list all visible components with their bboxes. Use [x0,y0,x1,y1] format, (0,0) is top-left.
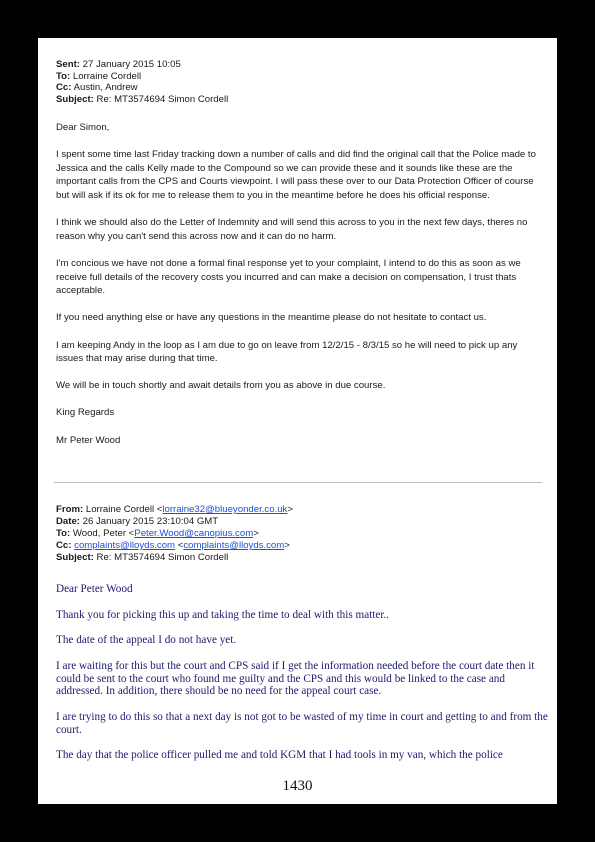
email2-paragraph: Dear Peter Wood [56,583,133,595]
email2-paragraph: The date of the appeal I do not have yet. [56,634,237,647]
email1-to-line: To: Lorraine Cordell [56,70,142,82]
to-email-link[interactable]: Peter.Wood@canopius.com [134,528,254,539]
email2-date-line: Date: 26 January 2015 23:10:04 GMT [56,516,219,527]
email1-paragraph: I think we should also do the Letter of Indemnity and will send this across to you in the next few days, theres no reason why you can't send this across now and it can do no harm. [56,217,528,242]
from-email-link[interactable]: lorraine32@blueyonder.co.uk [162,504,288,515]
cc-email-link[interactable]: complaints@lloyds.com [74,540,176,551]
email2-paragraph: I are trying to do this so that a next day is not got to be wasted of my time in court and getting to and from the court. [56,710,548,736]
email1-paragraph: If you need anything else or have any questions in the meantime please do not hesitate to contact us. [56,312,487,324]
email2-paragraph: The day that the police officer pulled me and told KGM that I had tools in my van, which the police [56,749,503,762]
email1-paragraph: I spent some time last Friday tracking down a number of calls and did find the original call that the Police made to Jessica and the calls Kelly made to the Compound so we can provide these and it sounds like these are the important calls from the CPS and Courts viewpoint. I will pass these over to our Data Protection Officer of course but will ask if its ok for me to release them to you in the meantime before he does his official response. [56,149,536,201]
email2-body [56,583,548,775]
email1-body [56,121,546,461]
email1-signature: Mr Peter Wood [56,434,121,446]
email1-sent-line: Sent: 27 January 2015 10:05 [56,59,181,70]
email1-paragraph: Dear Simon, [56,122,110,133]
divider [54,482,542,483]
email2-paragraph: Thank you for picking this up and taking the time to deal with this matter.. [56,608,390,621]
email2-subject-line: Subject: Re: MT3574694 Simon Cordell [56,552,229,563]
email2-paragraph: I are waiting for this but the court and CPS said if I get the information needed before the court date then it could be sent to the court who found me guilty and the CPS and this would be linked to the case and addressed. In addition, there should be no need for the appeal court case. [56,659,535,698]
email1-cc-line: Cc: Austin, Andrew [56,82,138,93]
document-page [38,38,557,804]
email1-paragraph: I'm concious we have not done a formal final response yet to your complaint, I intend to do this as soon as we receive full details of the recovery costs you incurred and can make a decision on compensation, I trust thats acceptable. [56,257,521,297]
page-number: 1430 [282,778,313,794]
email2-cc-line: Cc: complaints@lloyds.com <complaints@lloyds.com> [56,540,290,551]
email1-paragraph: I am keeping Andy in the loop as I am due to go on leave from 12/2/15 - 8/3/15 so he will need to pick up any issues that may arise during that time. [56,339,518,365]
email1-paragraph: King Regards [56,407,115,419]
email2-header [56,504,293,564]
email2-from-line: From: Lorraine Cordell <lorraine32@blueyonder.co.uk> [56,504,293,515]
email1-subject-line: Subject: Re: MT3574694 Simon Cordell [56,93,229,105]
cc-email-link-2[interactable]: complaints@lloyds.com [183,540,285,551]
email2-to-line: To: Wood, Peter <Peter.Wood@canopius.com> [56,528,259,539]
email1-header [56,59,228,105]
email1-paragraph: We will be in touch shortly and await details from you as above in due course. [56,380,386,392]
